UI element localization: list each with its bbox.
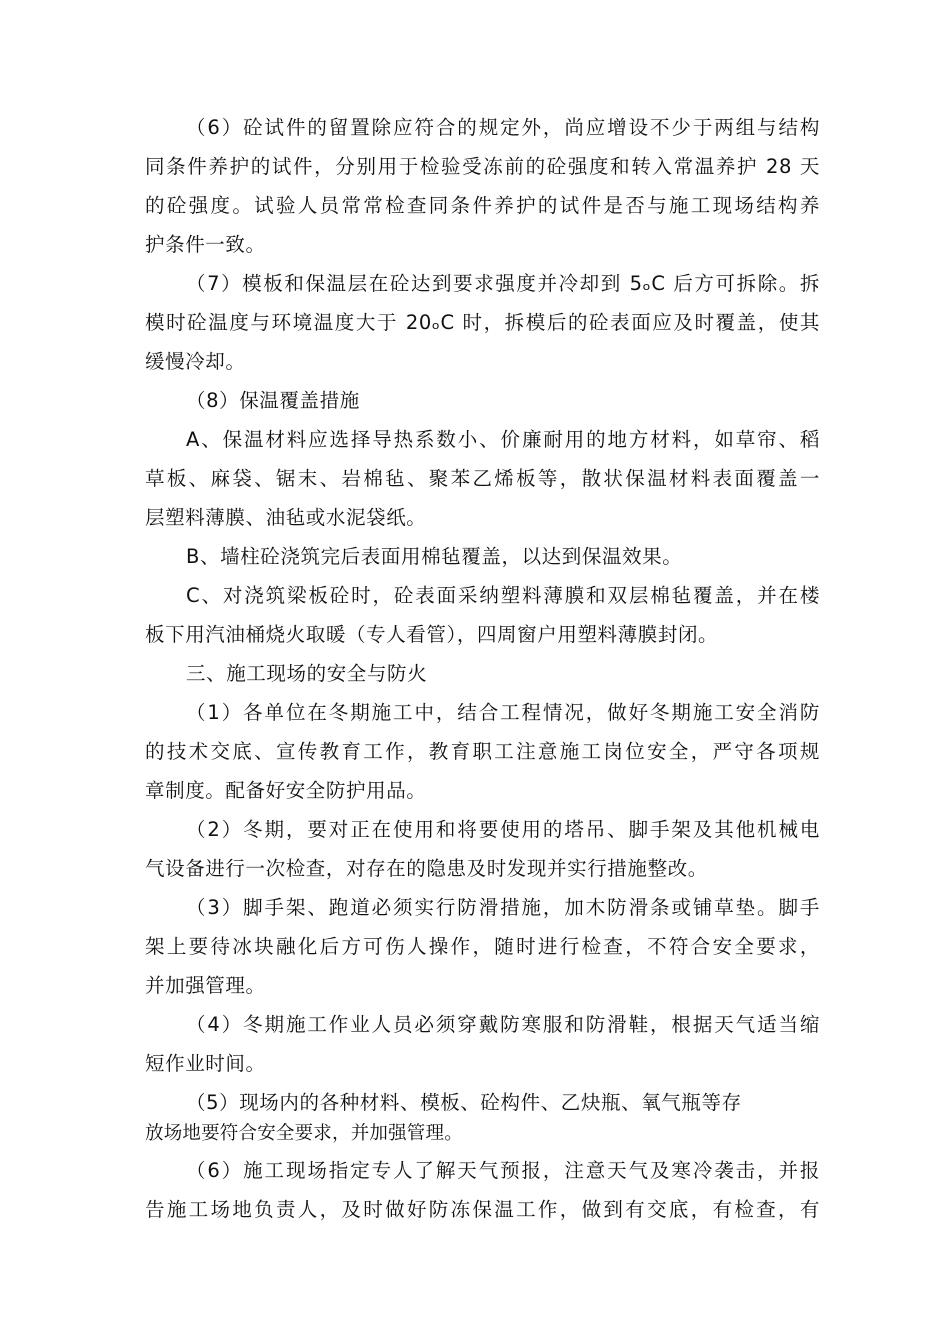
text-line: 的砼强度。试验人员常常检查同条件养护的试件是否与施工现场结构养 [145, 194, 820, 217]
text-line: 缓慢冷却。 [145, 350, 246, 373]
section-heading: （8）保温覆盖措施 [186, 389, 360, 412]
text-line: 并加强管理。 [145, 974, 266, 997]
text-line: （7）模板和保温层在砼达到要求强度并冷却到 5ₒC 后方可拆除。拆 [186, 272, 820, 295]
text-line: （5）现场内的各种材料、模板、砼构件、乙炔瓶、氧气瓶等存 [186, 1091, 742, 1114]
text-line: 层塑料薄膜、油毡或水泥袋纸。 [145, 506, 427, 529]
text-line: 放场地要符合安全要求，并加强管理。 [145, 1123, 463, 1144]
text-line: 同条件养护的试件，分别用于检验受冻前的砼强度和转入常温养护 28 天 [145, 155, 820, 178]
text-line: （4）冬期施工作业人员必须穿戴防寒服和防滑鞋，根据天气适当缩 [186, 1013, 820, 1036]
text-line: 板下用汽油桶烧火取暖（专人看管），四周窗户用塑料薄膜封闭。 [145, 623, 719, 646]
text-line: 气设备进行一次检查，对存在的隐患及时发现并实行措施整改。 [145, 857, 708, 880]
text-line: （3）脚手架、跑道必须实行防滑措施，加木防滑条或铺草垫。脚手 [186, 896, 820, 919]
text-line: 告施工场地负责人，及时做好防冻保温工作，做到有交底，有检查，有 [145, 1198, 820, 1221]
text-line: （6）施工现场指定专人了解天气预报，注意天气及寒冷袭击，并报 [186, 1159, 820, 1182]
text-line: （1）各单位在冬期施工中，结合工程情况，做好冬期施工安全消防 [186, 701, 820, 724]
text-line: C、对浇筑梁板砼时，砼表面采纳塑料薄膜和双层棉毡覆盖，并在楼 [186, 584, 820, 607]
text-line: A、保温材料应选择导热系数小、价廉耐用的地方材料，如草帘、稻 [186, 428, 820, 451]
text-line: 护条件一致。 [145, 233, 266, 256]
text-line: （6）砼试件的留置除应符合的规定外，尚应增设不少于两组与结构 [186, 116, 820, 139]
text-line: （2）冬期，要对正在使用和将要使用的塔吊、脚手架及其他机械电 [186, 818, 820, 841]
text-line: 短作业时间。 [145, 1052, 266, 1075]
text-line: 模时砼温度与环境温度大于 20ₒC 时，拆模后的砼表面应及时覆盖，使其 [145, 311, 820, 334]
text-line: 章制度。配备好安全防护用品。 [145, 779, 427, 802]
text-line: 架上要待冰块融化后方可伤人操作，随时进行检查，不符合安全要求， [145, 935, 820, 958]
text-line: B、墙柱砼浇筑完后表面用棉毡覆盖，以达到保温效果。 [186, 545, 683, 568]
text-line: 的技术交底、宣传教育工作，教育职工注意施工岗位安全，严守各项规 [145, 740, 820, 763]
text-line: 草板、麻袋、锯末、岩棉毡、聚苯乙烯板等，散状保温材料表面覆盖一 [145, 467, 820, 490]
section-heading: 三、施工现场的安全与防火 [186, 662, 428, 685]
